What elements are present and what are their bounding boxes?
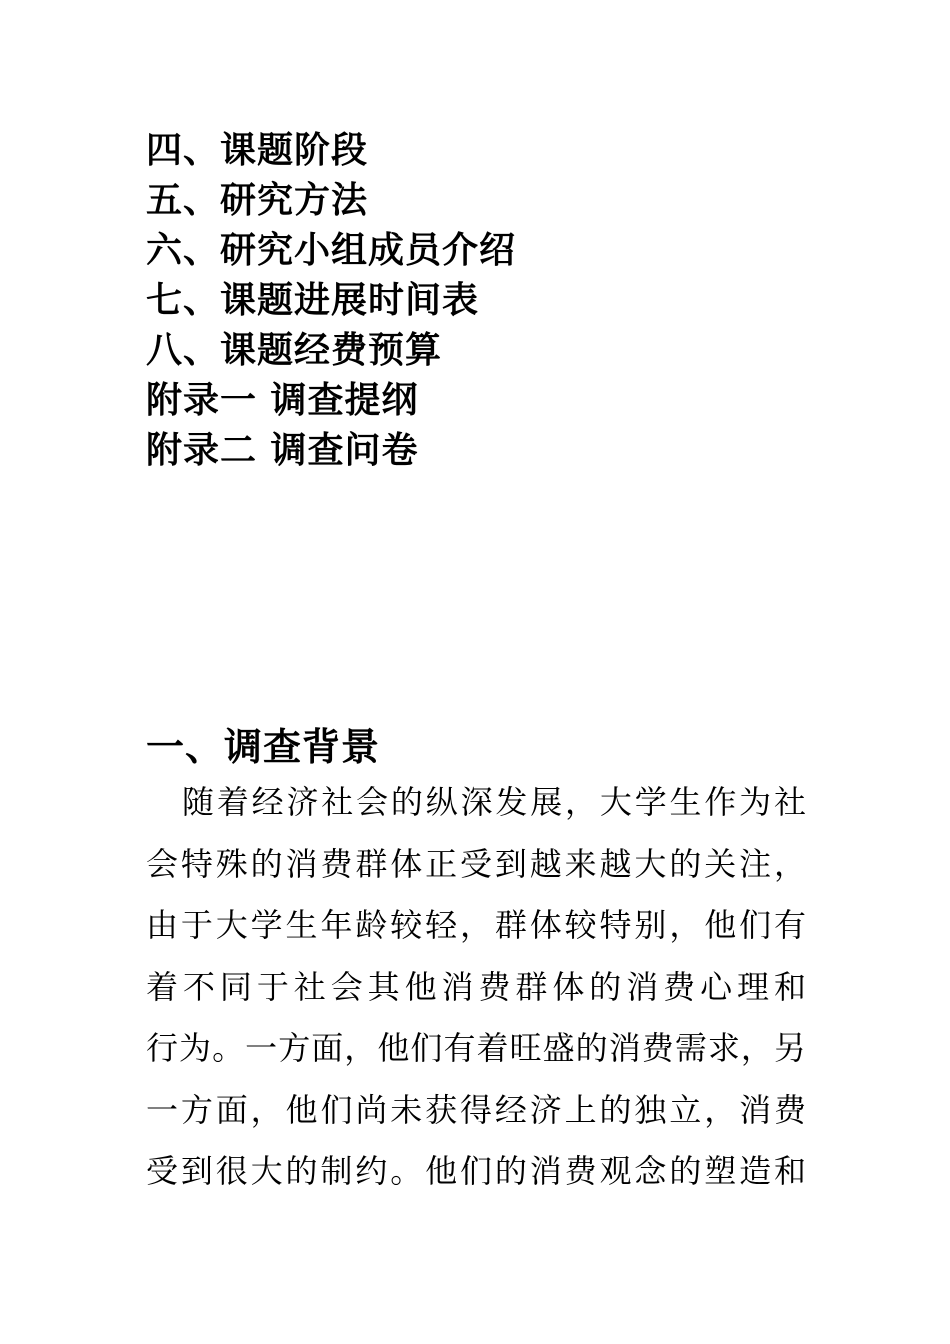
paragraph-line: 会特殊的消费群体正受到越来越大的关注， (146, 844, 806, 883)
paragraph-line: 随着经济社会的纵深发展，大学生作为社 (182, 783, 806, 821)
toc-item-research-stages: 四、课题阶段 (146, 130, 369, 171)
toc-item-appendix-outline: 附录一 调查提纲 (146, 380, 419, 421)
paragraph-line: 行为。一方面，他们有着旺盛的消费需求，另 (146, 1029, 806, 1067)
toc-item-team-members: 六、研究小组成员介绍 (146, 230, 517, 271)
paragraph-line: 一方面，他们尚未获得经济上的独立，消费 (146, 1090, 806, 1129)
paragraph-line: 由于大学生年龄较轻，群体较特别，他们有 (146, 906, 806, 944)
toc-item-appendix-questionnaire: 附录二 调查问卷 (146, 430, 419, 471)
paragraph-line: 受到很大的制约。他们的消费观念的塑造和 (146, 1152, 806, 1190)
paragraph-line: 着不同于社会其他消费群体的消费心理和 (146, 967, 806, 1006)
toc-item-budget: 八、课题经费预算 (146, 330, 443, 371)
section-body-paragraph (146, 772, 806, 1203)
toc-item-timeline: 七、课题进展时间表 (146, 280, 480, 321)
table-of-contents (146, 126, 516, 476)
section-heading-background: 一、调查背景 (146, 725, 381, 769)
toc-item-research-methods: 五、研究方法 (146, 180, 369, 221)
